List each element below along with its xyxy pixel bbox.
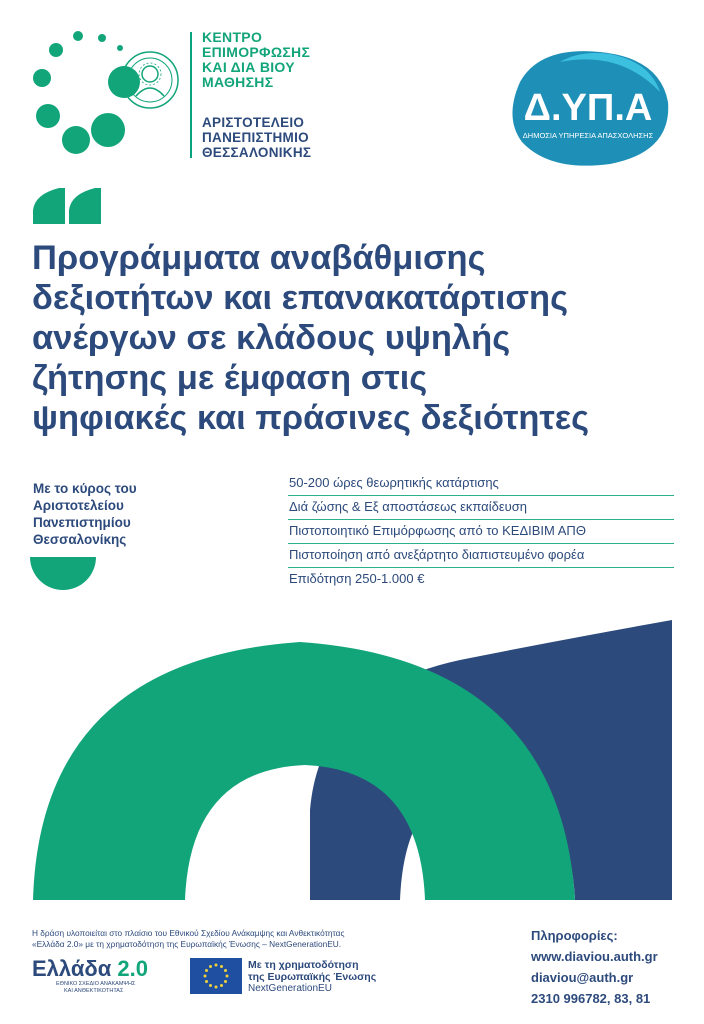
kedivim-line: ΚΑΙ ΔΙΑ ΒΙΟΥ (202, 59, 295, 75)
headline-line: ψηφιακές και πράσινες δεξιότητες (32, 399, 590, 437)
phone-number: 2310 996782, 83, 81 (531, 991, 651, 1006)
ellada-version: 2.0 (117, 956, 148, 981)
eu-funding-text (248, 959, 376, 995)
university-name (202, 115, 311, 160)
ellada-sub-line: ΚΑΙ ΑΝΘΕΚΤΙΚΟΤΗΤΑΣ (64, 987, 124, 994)
headline-line: ανέργων σε κλάδους υψηλής (32, 319, 511, 357)
funding-note (32, 928, 344, 950)
prestige-line: Αριστοτελείου (33, 498, 124, 513)
auth-seal-icon (120, 50, 180, 110)
headline-line: ζήτησης με έμφαση στις (32, 359, 428, 397)
ellada-2-logo (32, 957, 182, 997)
half-disc-shape (30, 557, 96, 591)
kedivim-line: ΚΕΝΤΡΟ (202, 29, 263, 45)
quote-mark-icon (33, 188, 101, 224)
university-line: ΘΕΣΣΑΛΟΝΙΚΗΣ (202, 145, 312, 160)
ellada-sub-line: ΕΘΝΙΚΟ ΣΧΕΔΙΟ ΑΝΑΚΑΜΨΗΣ (56, 981, 136, 987)
feature-item: Πιστοποιητικό Επιμόρφωσης από το ΚΕΔΙΒΙΜ ΑΠΘ (288, 520, 674, 544)
website-link[interactable]: www.diaviou.auth.gr (531, 949, 658, 964)
feature-item: Πιστοποίηση από ανεξάρτητο διαπιστευμένο φορέα (288, 544, 674, 568)
eu-flag-icon (190, 958, 242, 994)
feature-item: Διά ζώσης & Εξ αποστάσεως εκπαίδευση (288, 496, 674, 520)
kedivim-line: ΕΠΙΜΟΡΦΩΣΗΣ (202, 44, 311, 60)
kedivim-line: ΜΑΘΗΣΗΣ (202, 74, 274, 90)
prestige-line: Πανεπιστημίου (33, 515, 131, 530)
features-list (288, 472, 674, 591)
eu-line: Με τη χρηματοδότηση (248, 959, 359, 971)
eu-line: της Ευρωπαϊκής Ένωσης (248, 971, 377, 983)
feature-item: Επιδότηση 250-1.000 € (289, 571, 425, 586)
feature-item: 50-200 ώρες θεωρητικής κατάρτισης (288, 472, 674, 496)
header-divider (190, 32, 192, 158)
dypa-logo-text: Δ.ΥΠ.Α (523, 87, 653, 129)
info-label: Πληροφορίες: (531, 928, 618, 943)
headline-line: δεξιοτήτων και επανακατάρτισης (32, 279, 569, 317)
kedivim-name (202, 30, 310, 90)
headline (32, 238, 682, 438)
dypa-logo-subtitle: ΔΗΜΟΣΙΑ ΥΠΗΡΕΣΙΑ ΑΠΑΣΧΟΛΗΣΗΣ (522, 131, 654, 140)
headline-line: Προγράμματα αναβάθμισης (32, 239, 486, 277)
contact-info (531, 925, 658, 1009)
funding-note-line: Η δράση υλοποιείται στο πλαίσιο του Εθνικού Σχεδίου Ανάκαμψης και Ανθεκτικότητας (32, 928, 345, 938)
university-line: ΑΡΙΣΤΟΤΕΛΕΙΟ (202, 115, 305, 130)
email-link[interactable]: diaviou@auth.gr (531, 970, 634, 985)
prestige-line: Με το κύρος του (33, 481, 137, 496)
university-line: ΠΑΝΕΠΙΣΤΗΜΙΟ (202, 130, 309, 145)
ellada-main: Ελλάδα (32, 956, 118, 981)
arch-graphic (0, 620, 704, 900)
prestige-text (33, 480, 137, 548)
eu-program: NextGenerationEU (248, 983, 332, 994)
dypa-logo (500, 42, 676, 172)
prestige-line: Θεσσαλονίκης (33, 532, 127, 547)
funding-note-line: «Ελλάδα 2.0» με τη χρηματοδότηση της Ευρωπαϊκής Ένωσης – NextGenerationEU. (32, 939, 342, 949)
